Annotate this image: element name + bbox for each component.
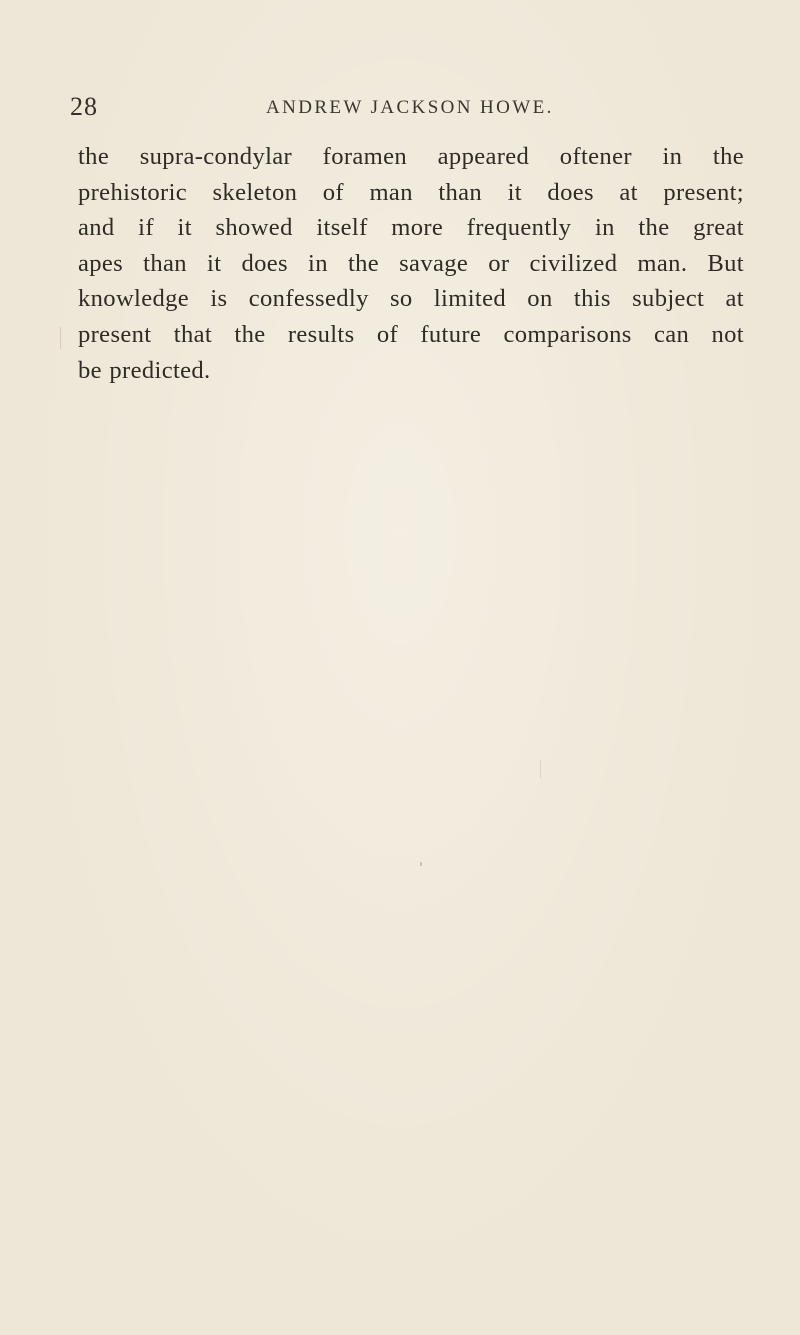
text-line: apes than it does in the savage or civilized man. But bbox=[78, 249, 744, 277]
text-line: prehistoric skeleton of man than it does at present; bbox=[78, 178, 744, 206]
paper-speck bbox=[60, 327, 61, 349]
text-line: be predicted. bbox=[78, 356, 211, 384]
text-line: and if it showed itself more frequently in the great bbox=[78, 214, 744, 242]
running-title: ANDREW JACKSON HOWE. bbox=[266, 97, 554, 118]
text-line: the supra-condylar foramen appeared oftener in the bbox=[78, 143, 744, 170]
page-number: 28 bbox=[70, 92, 98, 121]
paper-speck bbox=[420, 862, 422, 866]
text-line: present that the results of future comparisons can not bbox=[78, 320, 744, 348]
running-head bbox=[70, 92, 742, 128]
text-line: knowledge is confessedly so limited on this subject at bbox=[78, 285, 744, 313]
paper-speck bbox=[540, 760, 541, 778]
body-paragraph bbox=[78, 139, 744, 388]
